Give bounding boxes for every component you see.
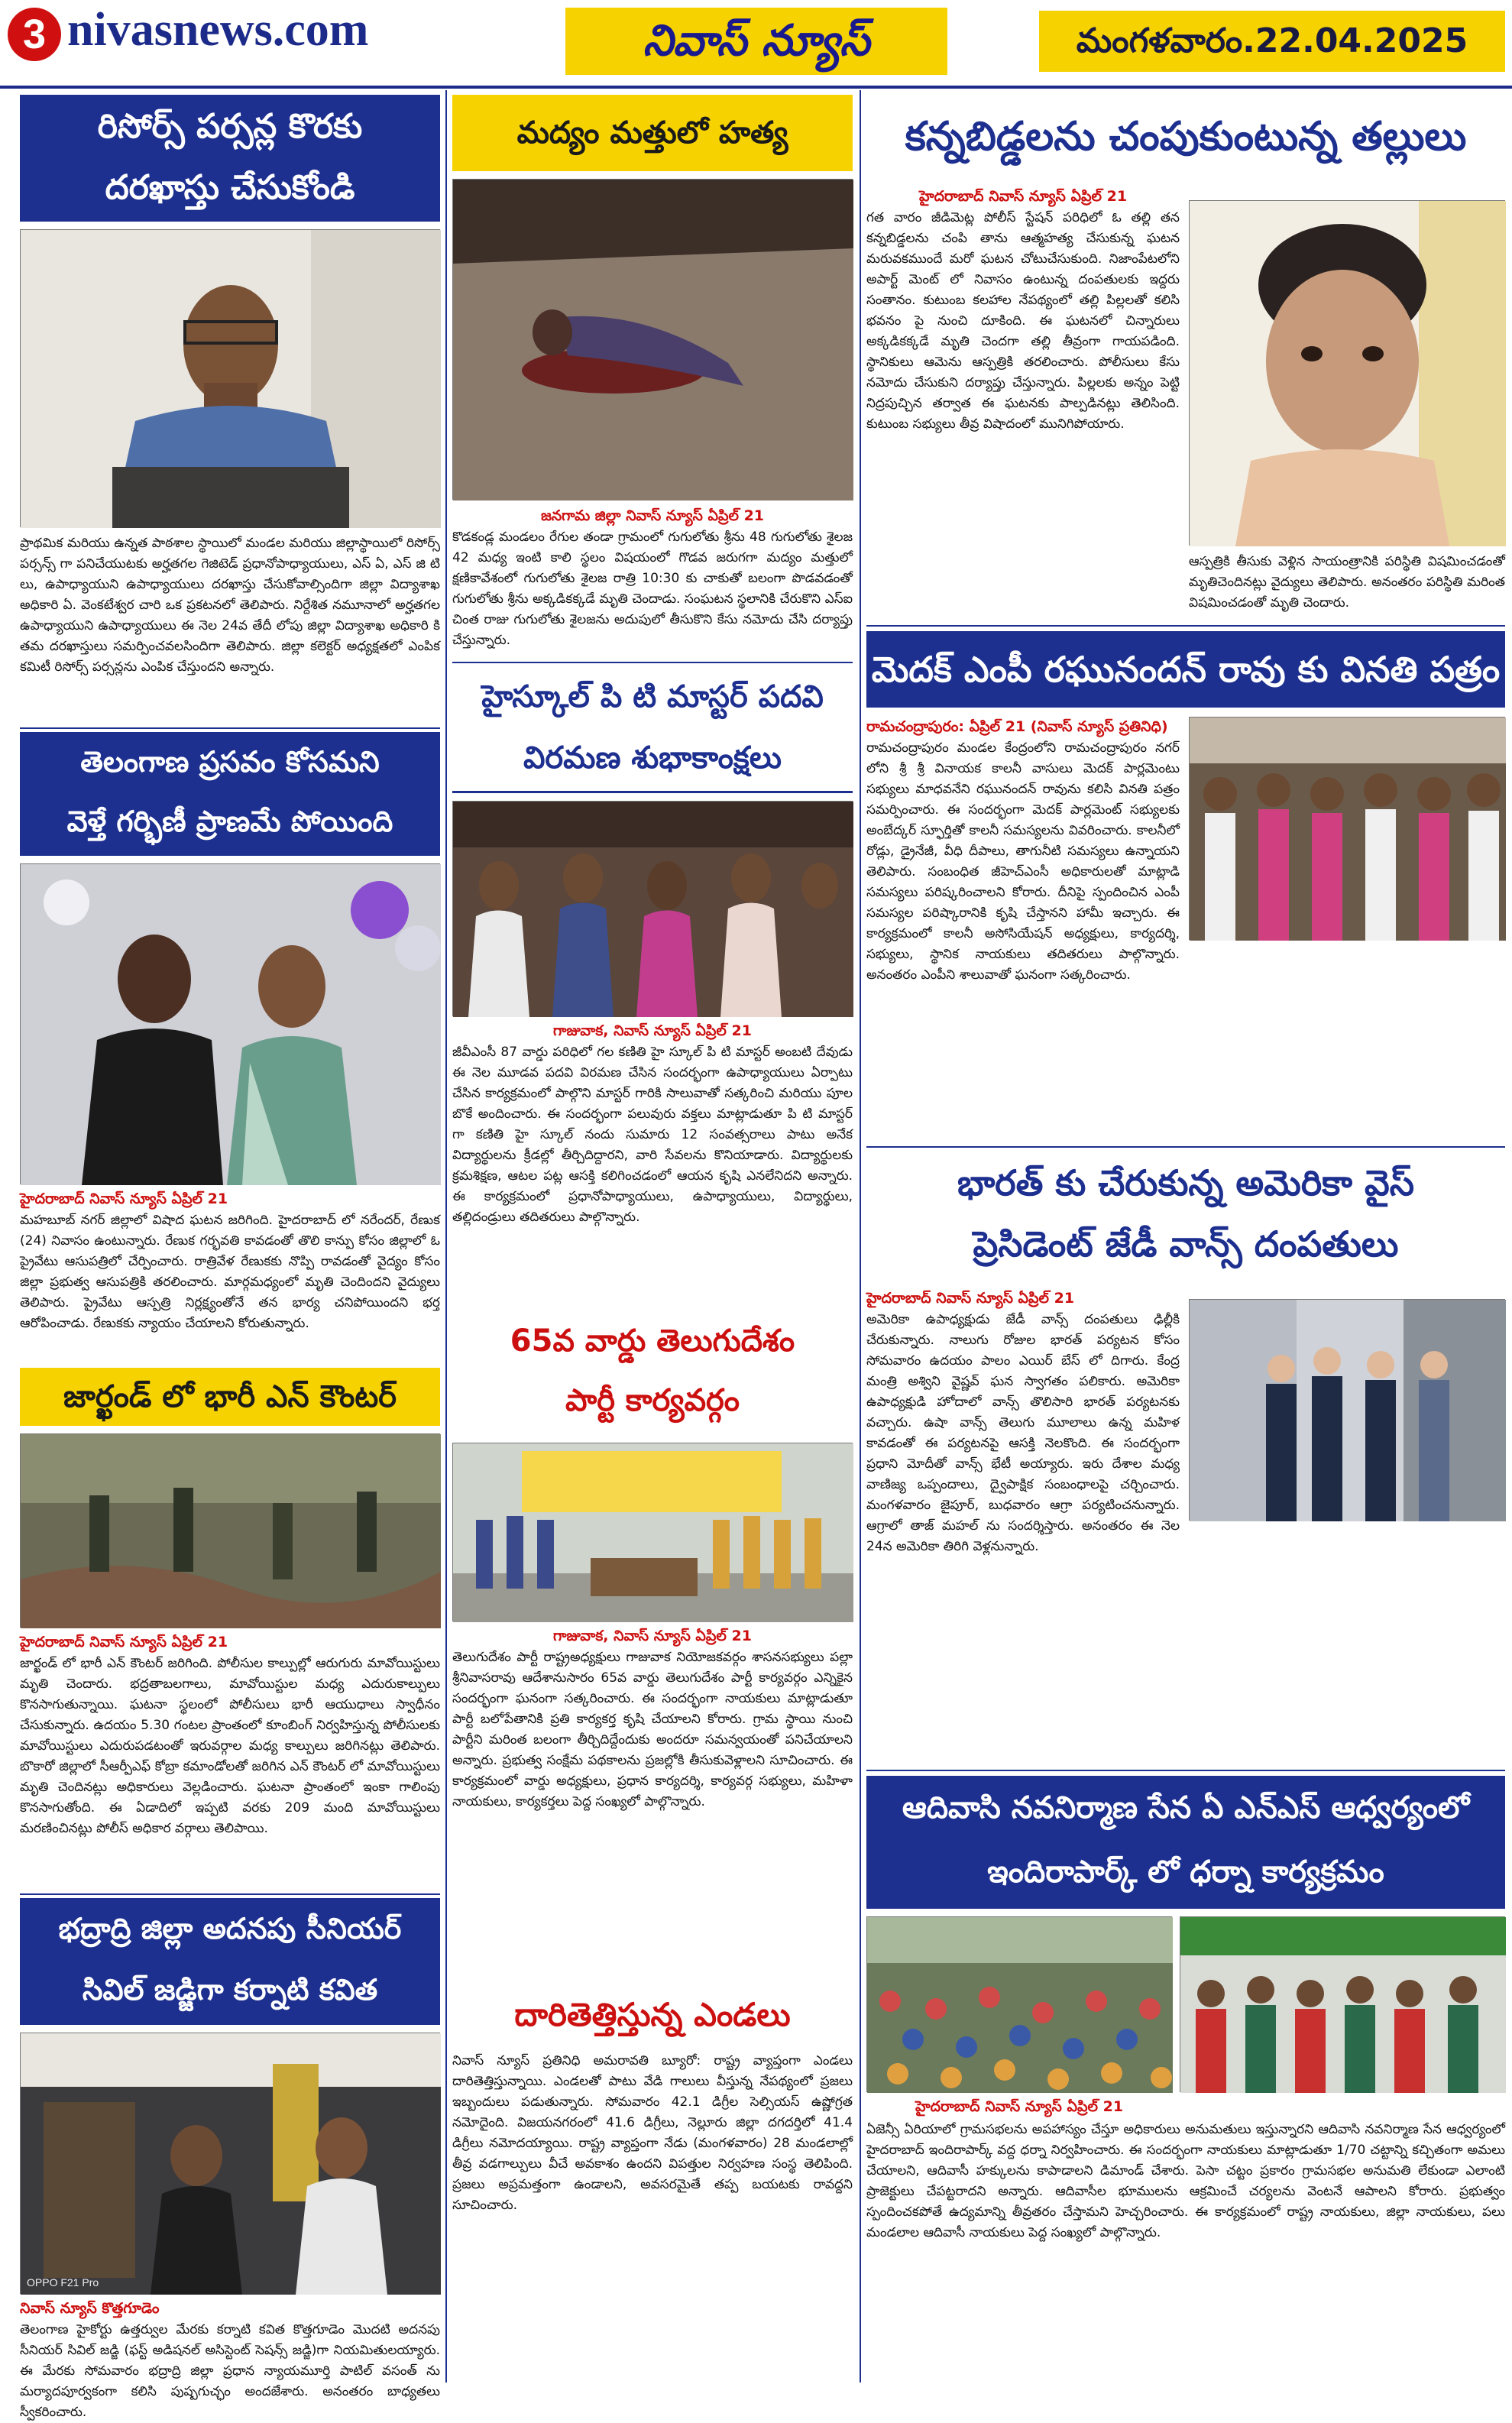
- photo-child: [1189, 200, 1505, 546]
- dateline: గాజువాక, నివాస్ న్యూస్ ఏప్రిల్ 21: [553, 1628, 752, 1644]
- headline-medak-mp: మెదక్ ఎంపీ రఘునందన్ రావు కు వినతి పత్రం: [866, 631, 1505, 708]
- photo-judge: [20, 2033, 440, 2294]
- brand-logo: నివాస్ న్యూస్: [565, 8, 947, 75]
- divider: [452, 662, 853, 663]
- masthead: [0, 0, 1512, 89]
- dateline: నివాస్ న్యూస్ కొత్తగూడెం: [20, 2300, 160, 2317]
- article-medak-mp-body: రామచంద్రాపురం మండల కేంద్రంలోని రామచంద్రాపురం నగర్ లోని శ్రీ శ్రీ వినాయక కాలనీ వాసులు మెదక్ పార్లమెంటు సభ్యులు మాధవనేని రఘునందన్ రావును కలిసి వినతి పత్రం సమర్పించారు. ఈ సందర్భంగా మెదక్ పార్లమెంట్ సభ్యులకు అంబేద్కర్ స్ఫూర్తితో కాలనీ సమస్యలను వివరించారు. కాలనీలో రోడ్లు, డ్రైనేజీ, వీధి దీపాలు, తాగునీటి సమస్యలు ఉన్నాయని తెలిపారు. సంబంధిత జీహెచ్ఎంసీ అధికారులతో మాట్లాడి సమస్యలు పరిష్కరించాలని కోరారు. దీనిపై స్పందించిన ఎంపీ సమస్యల పరిష్కారానికి కృషి చేస్తానని హామీ ఇచ్చారు. ఈ కార్యక్రమంలో కాలనీ అసోసియేషన్ అధ్యక్షులు, కార్యదర్శి, సభ్యులు, స్థానిక నాయకులు తదితరులు పాల్గొన్నారు. అనంతరం ఎంపీని శాలువాతో ఘనంగా సత్కరించారు.: [866, 740, 1180, 983]
- site-url[interactable]: nivasnews.com: [67, 4, 369, 56]
- headline-mothers: కన్నబిడ్డలను చంపుకుంటున్న తల్లులు: [866, 95, 1505, 179]
- divider: [20, 727, 440, 729]
- headline-highschool-pt: హైస్కూల్ పి టి మాస్టర్ పదవి విరమణ శుభాకాంక్షలు: [452, 666, 853, 793]
- photo-dharna-crowd: [866, 1916, 1172, 2092]
- headline-heatwave: దారితెత్తిస్తున్న ఎండలు: [452, 1985, 853, 2045]
- dateline: హైదరాబాద్ నివాస్ న్యూస్ ఏప్రిల్ 21: [918, 188, 1128, 205]
- divider: [20, 1893, 440, 1895]
- photo-officer: [20, 229, 440, 527]
- column-divider: [860, 90, 861, 2383]
- article-bhadradri-body: తెలంగాణ హైకోర్టు ఉత్తర్వుల మేరకు కర్నాటి కవిత కొత్తగూడెం మొదటి అదనపు సీనియర్ సివిల్ జడ్జి (ఫస్ట్ అడిషనల్ అసిస్టెంట్ సెషన్స్ జడ్జి)గా నియమితులయ్యారు. ఈ మేరకు సోమవారం భద్రాద్రి జిల్లా ప్రధాన న్యాయమూర్తి పాటిల్ వసంత్ ను మర్యాదపూర్వకంగా కలిసి పుష్పగుచ్ఛం అందజేశారు. అనంతరం బాధ్యతలు స్వీకరించారు.: [20, 2322, 440, 2420]
- article-resource-persons-body: ప్రాథమిక మరియు ఉన్నత పాఠశాల స్థాయిలో మండల మరియు జిల్లాస్థాయిలో రిసోర్స్ పర్సన్స్ గా పనిచేయుటకు అర్హతగల గెజిటెడ్ ప్రధానోపాధ్యాయులు, ఎస్ ఏ, ఎస్ జి టి లు, ఉపాధ్యాయుని ఉపాధ్యాయులు దరఖాస్తు చేసుకోవాల్సిందిగా జిల్లా విద్యాశాఖ అధికారి ఏ. వెంకటేశ్వర చారి ఒక ప్రకటనలో తెలిపారు. నిర్దేశిత నమూనాలో అర్హతగల ఉపాధ్యాయుని ఉపాధ్యాయులు ఈ నెల 24వ తేదీ లోపు జిల్లా విద్యాశాఖ అధికారి కి తమ దరఖాస్తులు సమర్పించవలసిందిగా తెలిపారు. జిల్లా కలెక్టర్ అధ్యక్షతలో ఎంపిక కమిటీ రిసోర్స్ పర్సన్లను ఎంపిక చేస్తుందని అన్నారు.: [20, 536, 440, 675]
- article-vance-body: అమెరికా ఉపాధ్యక్షుడు జేడీ వాన్స్ దంపతులు ఢిల్లీకి చేరుకున్నారు. నాలుగు రోజుల భారత్ పర్యటన కోసం సోమవారం ఉదయం పాలం ఎయిర్ బేస్ లో దిగారు. కేంద్ర మంత్రి అశ్విని వైష్ణవ్ ఘన స్వాగతం పలికారు. అమెరికా ఉపాధ్యక్షుడి హోదాలో వాన్స్ తొలిసారి భారత్ పర్యటనకు వచ్చారు. ఉషా వాన్స్ తెలుగు మూలాలు ఉన్న మహిళ కావడంతో ఈ పర్యటనపై ఆసక్తి నెలకొంది. ఈ సందర్భంగా ప్రధాని మోదీతో వాన్స్ భేటీ అయ్యారు. ఇరు దేశాల మధ్య వాణిజ్య ఒప్పందాలు, ద్వైపాక్షిక సంబంధాలపై చర్చించారు. మంగళవారం జైపూర్, బుధవారం ఆగ్రా పర్యటించనున్నారు. ఆగ్రాలో తాజ్ మహల్ ను సందర్శిస్తారు. అనంతరం ఈ నెల 24న అమెరికా తిరిగి వెళ్లనున్నారు.: [866, 1312, 1180, 1554]
- headline-adivasi: ఆదివాసి నవనిర్మాణ సేన ఏ ఎన్ఎస్ ఆధ్వర్యంలో ఇందిరాపార్క్ లో ధర్నా కార్యక్రమం: [866, 1776, 1505, 1909]
- dateline: హైదరాబాద్ నివాస్ న్యూస్ ఏప్రిల్ 21: [866, 1290, 1075, 1307]
- photo-encounter: [20, 1433, 440, 1628]
- divider: [866, 625, 1505, 627]
- article-mothers-body: గత వారం జీడిమెట్ల పోలీస్ స్టేషన్ పరిధిలో ఓ తల్లి తన కన్నబిడ్డలను చంపి తాను ఆత్మహత్య చేసుకున్న ఘటన మరువకముందే మరో ఘటన చోటుచేసుకుంది. నిజాంపేటలోని అపార్ట్ మెంట్ లో నివాసం ఉంటున్న దంపతులకు ఇద్దరు సంతానం. కుటుంబ కలహాల నేపథ్యంలో తల్లి పిల్లలతో కలిసి భవనం పై నుంచి దూకింది. ఈ ఘటనలో చిన్నారులు అక్కడికక్కడే మృతి చెందగా తల్లి తీవ్రంగా గాయపడింది. స్థానికులు ఆమెను ఆస్పత్రికి తరలించారు. పోలీసులు కేసు నమోదు చేసుకుని దర్యాప్తు చేస్తున్నారు. పిల్లలకు అన్నం పెట్టి నిద్రపుచ్చిన తర్వాత ఈ ఘటనకు పాల్పడినట్లు తెలిసింది. కుటుంబ సభ్యులు తీవ్ర విషాదంలో మునిగిపోయారు.: [866, 210, 1180, 432]
- article-jharkhand-body: జార్ఖండ్ లో భారీ ఎన్ కౌంటర్ జరిగింది. పోలీసుల కాల్పుల్లో ఆరుగురు మావోయిస్టులు మృతి చెందారు. భద్రతాబలగాలు, మావోయిస్టుల మధ్య ఎదురుకాల్పులు కొనసాగుతున్నాయి. ఘటనా స్థలంలో పోలీసులు భారీ ఆయుధాలు స్వాధీనం చేసుకున్నారు. ఉదయం 5.30 గంటల ప్రాంతంలో కూంబింగ్ నిర్వహిస్తున్న పోలీసులకు మావోయిస్టులు ఎదురుపడటంతో ఇరువర్గాల మధ్య కాల్పులు జరిగినట్లు తెలిపారు. బొకారో జిల్లాలో సీఆర్పీఎఫ్ కోబ్రా కమాండోలతో జరిగిన ఎన్ కౌంటర్ లో మావోయిస్టులు మృతి చెందినట్లు అధికారులు వెల్లడించారు. ఘటనా ప్రాంతంలో ఇంకా గాలింపు కొనసాగుతోంది. ఈ ఏడాదిలో ఇప్పటి వరకు 209 మంది మావోయిస్టులు మరణించినట్లు పోలీస్ అధికార వర్గాలు తెలిపాయి.: [20, 1656, 440, 1836]
- article-adivasi-body: ఏజెన్సీ ఏరియాలో గ్రామసభలను అపహాస్యం చేస్తూ అధికారులు అనుమతులు ఇస్తున్నారని ఆదివాసి నవనిర్మాణ సేన ఆధ్వర్యంలో హైదరాబాద్ ఇందిరాపార్క్ వద్ద ధర్నా నిర్వహించారు. ఈ సందర్భంగా నాయకులు మాట్లాడుతూ 1/70 చట్టాన్ని కచ్చితంగా అమలు చేయాలని, ఆదివాసీ హక్కులను కాపాడాలని డిమాండ్ చేశారు. పెసా చట్టం ప్రకారం గ్రామసభల అనుమతి లేకుండా ఎలాంటి ప్రాజెక్టులు చేపట్టరాదని అన్నారు. ఆదివాసీల భూములను ఆక్రమించే చర్యలను వెంటనే ఆపాలని కోరారు. ప్రభుత్వం స్పందించకపోతే ఉద్యమాన్ని తీవ్రతరం చేస్తామని హెచ్చరించారు. ఈ కార్యక్రమంలో రాష్ట్ర నాయకులు, జిల్లా నాయకులు, పలు మండలాల ఆదివాసీ నాయకులు పెద్ద సంఖ్యలో పాల్గొన్నారు.: [866, 2122, 1505, 2240]
- photo-crime-scene: [452, 179, 853, 500]
- issue-date: మంగళవారం.22.04.2025: [1039, 11, 1505, 72]
- dateline: హైదరాబాద్ నివాస్ న్యూస్ ఏప్రిల్ 21: [915, 2098, 1124, 2115]
- headline-vance: భారత్ కు చేరుకున్న అమెరికా వైస్ ప్రెసిడెంట్ జేడీ వాన్స్ దంపతులు: [866, 1152, 1505, 1279]
- dateline: హైదరాబాద్ నివాస్ న్యూస్ ఏప్రిల్ 21: [20, 1634, 228, 1650]
- photo-vance-arrival: [1189, 1299, 1505, 1521]
- divider: [866, 1770, 1505, 1771]
- dateline: గాజువాక, నివాస్ న్యూస్ ఏప్రిల్ 21: [553, 1022, 752, 1039]
- article-telangana-delivery-body: మహబూబ్ నగర్ జిల్లాలో విషాద ఘటన జరిగింది. హైదరాబాద్ లో నరేందర్, రేణుక (24) నివాసం ఉంటున్నారు. రేణుక గర్భవతి కావడంతో తొలి కాన్పు కోసం జిల్లాలో ఓ ప్రైవేటు ఆసుపత్రిలో చేర్పించారు. రాత్రివేళ రేణుకకు నొప్పి రావడంతో వైద్యం కోసం జిల్లా ప్రభుత్వ ఆసుపత్రికి తరలించారు. మార్గమధ్యంలో మృతి చెందిందని వైద్యులు తెలిపారు. ప్రైవేటు ఆస్పత్రి నిర్లక్ష్యంతోనే తన భార్య చనిపోయిందని భర్త ఆరోపించాడు. రేణుకకు న్యాయం చేయాలని కోరుతున్నారు.: [20, 1213, 440, 1331]
- article-ward65-body: తెలుగుదేశం పార్టీ రాష్ట్రఅధ్యక్షులు గాజువాక నియోజకవర్గం శాసనసభ్యులు పల్లా శ్రీనివాసరావు ఆదేశానుసారం 65వ వార్డు తెలుగుదేశం పార్టీ కార్యవర్గం ఎన్నికైన సందర్భంగా ఘనంగా సత్కరించారు. ఈ సందర్భంగా నాయకులు మాట్లాడుతూ పార్టీ బలోపేతానికి ప్రతి కార్యకర్త కృషి చేయాలని కోరారు. గ్రామ స్థాయి నుంచి పార్టీని మరింత బలంగా తీర్చిదిద్దేందుకు అందరూ సమన్వయంతో పనిచేయాలని అన్నారు. ప్రభుత్వ సంక్షేమ పథకాలను ప్రజల్లోకి తీసుకువెళ్లాలని సూచించారు. ఈ కార్యక్రమంలో వార్డు అధ్యక్షులు, ప్రధాన కార్యదర్శి, కార్యవర్గ సభ్యులు, మహిళా నాయకులు, కార్యకర్తలు పెద్ద సంఖ్యలో పాల్గొన్నారు.: [452, 1650, 853, 1809]
- headline-bhadradri: భద్రాద్రి జిల్లా అదనపు సీనియర్ సివిల్ జడ్జిగా కర్నాటి కవిత: [20, 1898, 440, 2025]
- dateline: జనగామ జిల్లా నివాస్ న్యూస్ ఏప్రిల్ 21: [540, 507, 765, 524]
- dateline: హైదరాబాద్ నివాస్ న్యూస్ ఏప్రిల్ 21: [20, 1190, 228, 1207]
- headline-liquor-murder: మద్యం మత్తులో హత్య: [452, 95, 853, 171]
- article-liquor-murder-body: కొడకండ్ల మండలం రేగుల తండా గ్రామంలో గుగులోతు శ్రీను 48 గుగులోతు శైలజ 42 మధ్య ఇంటి కాలి స్థలం విషయంలో గొడవ జరుగగా మద్యం మత్తులో క్షణికావేశంలో గుగులోతు శైలజ రాత్రి 10:30 కు చాకుతో బలంగా పొడవడంతో గుగులోతు శ్రీను అక్కడికక్కడే మృతి చెందాడు. సంఘటన స్థలానికి చేరుకొని ఎస్ఐ చింత రాజు గుగులోతు శైలజను అదుపులో తీసుకొని కేసు నమోదు చేసి దర్యాప్తు చేస్తున్నారు.: [452, 530, 853, 648]
- article-mothers-body-continued: ఆస్పత్రికి తీసుకు వెళ్లిన సాయంత్రానికి పరిస్థితి విషమించడంతో మృతిచెందినట్లు వైద్యులు తెలిపారు. అనంతరం పరిస్థితి మరింత విషమించడంతో మృతి చెందారు.: [1189, 554, 1505, 611]
- photo-ward65: [452, 1443, 853, 1621]
- photo-dharna-leaders: [1180, 1916, 1505, 2092]
- page-number: 3: [8, 8, 61, 61]
- photo-retirement: [452, 801, 853, 1016]
- headline-telangana-delivery: తెలంగాణ ప్రసవం కోసమని వెళ్తే గర్భిణీ ప్రాణమే పోయింది: [20, 732, 440, 856]
- column-divider: [445, 90, 447, 2383]
- headline-ward65: 65వ వార్డు తెలుగుదేశం పార్టీ కార్యవర్గం: [452, 1311, 853, 1435]
- photo-medak-mp: [1189, 717, 1505, 940]
- headline-jharkhand: జార్ఖండ్ లో భారీ ఎన్ కౌంటర్: [20, 1368, 440, 1426]
- article-heatwave-body: నివాస్ న్యూస్ ప్రతినిధి అమరావతి బ్యూరో: రాష్ట్ర వ్యాప్తంగా ఎండలు దారితెత్తిస్తున్నాయి. ఎండలతో పాటు వేడి గాలులు వీస్తున్న నేపథ్యంలో ప్రజలు ఇబ్బందులు పడుతున్నారు. సోమవారం 42.1 డిగ్రీల సెల్సియస్ ఉష్ణోగ్రత నమోదైంది. విజయనగరంలో 41.6 డిగ్రీలు, నెల్లూరు జిల్లా దగదర్తిలో 41.4 డిగ్రీలు నమోదయ్యాయి. రాష్ట్ర వ్యాప్తంగా నేడు (మంగళవారం) 28 మండలాల్లో తీవ్ర వడగాల్పులు వీచే అవకాశం ఉందని విపత్తుల నిర్వహణ సంస్థ తెలిపింది. ప్రజలు అప్రమత్తంగా ఉండాలని, అవసరమైతే తప్ప బయటకు రావద్దని సూచించారు.: [452, 2053, 853, 2213]
- photo-couple: [20, 863, 440, 1184]
- article-vance-body-continued: [1189, 1525, 1505, 1765]
- dateline: రామచంద్రాపురం: ఏప్రిల్ 21 (నివాస్ న్యూస్ ప్రతినిధి): [866, 718, 1168, 735]
- headline-resource-persons: రిసోర్స్ పర్సన్ల కొరకు దరఖాస్తు చేసుకోండి: [20, 95, 440, 222]
- photo-watermark: OPPO F21 Pro: [27, 2276, 99, 2289]
- article-highschool-pt-body: జీవీఎంసీ 87 వార్డు పరిధిలో గల కణితి హై స్కూల్ పి టి మాస్టర్ అంబటి దేవుడు ఈ నెల మూడవ పదవి విరమణ చేసిన సందర్భంగా ఉపాధ్యాయులు ఏర్పాటు చేసిన కార్యక్రమంలో పాల్గొని మాస్టర్ గారికి సాలువాతో సత్కరించి మరియు పూల బొకే అందించారు. ఈ సందర్భంగా పలువురు వక్తలు మాట్లాడుతూ పి టి మాస్టర్ గా కణితి హై స్కూల్ నందు సుమారు 12 సంవత్సరాలు పాటు అనేక విద్యార్థులను క్రీడల్లో తీర్చిదిద్దారని, వారి సేవలను కొనియాడారు. విద్యార్థులకు క్రమశిక్షణ, ఆటల పట్ల ఆసక్తి కలిగించడంలో ఆయన కృషి ఎనలేనిదని అన్నారు. ఈ కార్యక్రమంలో ప్రధానోపాధ్యాయులు, ఉపాధ్యాయులు, విద్యార్థులు, తల్లిదండ్రులు తదితరులు పాల్గొన్నారు.: [452, 1045, 853, 1225]
- divider: [866, 1146, 1505, 1148]
